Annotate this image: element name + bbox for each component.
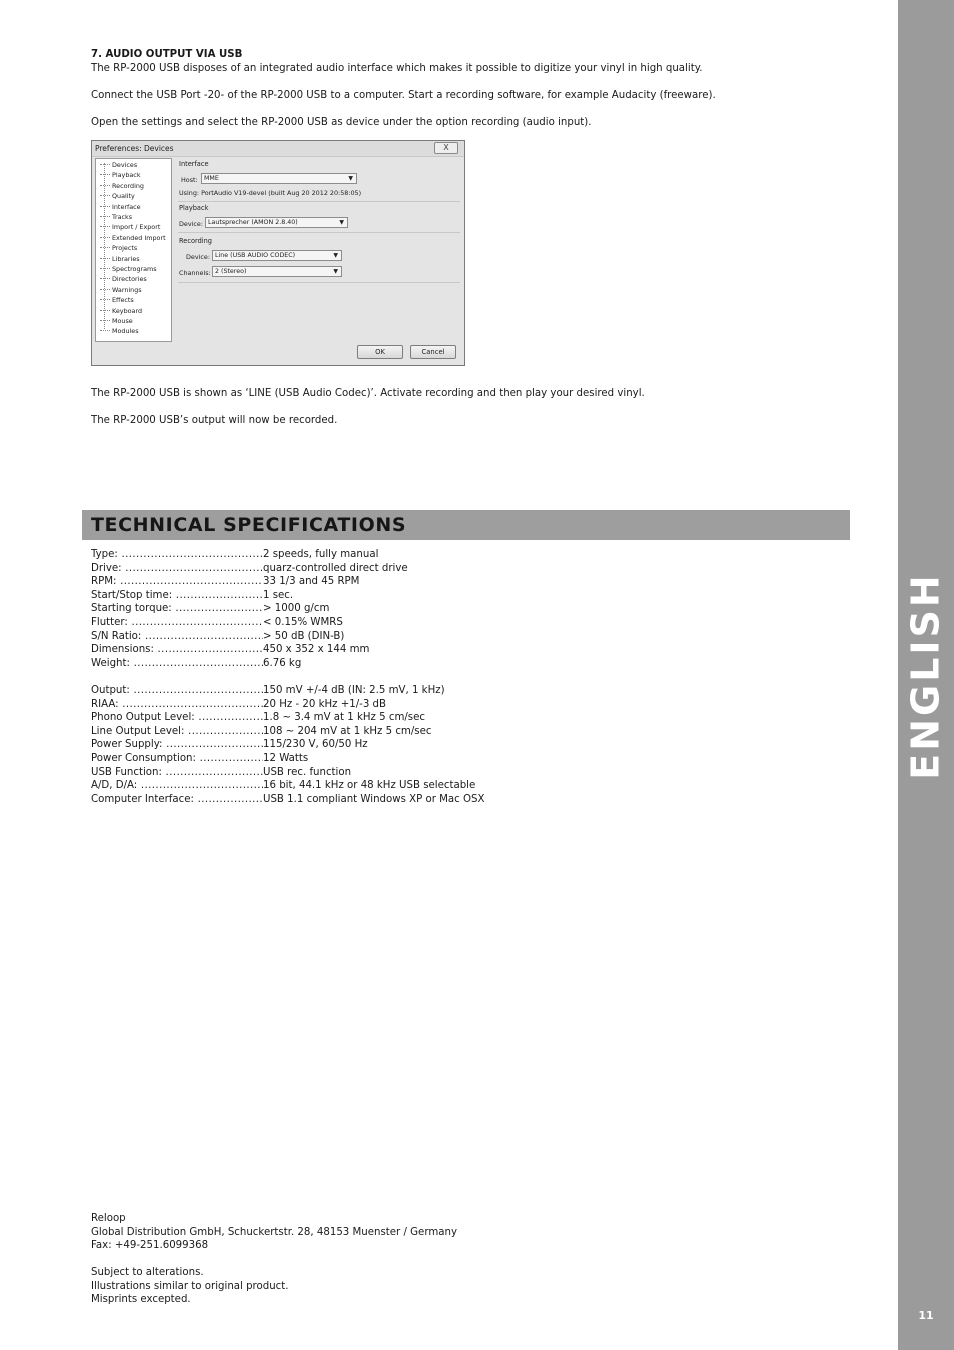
preferences-dialog-screenshot: [91, 140, 465, 366]
spec-row: Line Output Level: ..... 108 ~ 204 mV at 1 kHz 5 cm/sec: [91, 725, 484, 739]
recording-device-label: Device:: [186, 253, 211, 261]
tree-item-mouse[interactable]: Mouse: [100, 317, 133, 325]
divider: [178, 232, 460, 233]
spec-row: Power Consumption: ..... 12 Watts: [91, 752, 484, 766]
spec-title: TECHNICAL SPECIFICATIONS: [91, 514, 407, 536]
language-label: [898, 572, 954, 780]
tree-item-devices[interactable]: Devices: [100, 161, 137, 169]
playback-device-select[interactable]: Lautsprecher (AMON 2.8.40) ▼: [205, 217, 348, 228]
tree-item-tracks[interactable]: Tracks: [100, 213, 132, 221]
language-label-text: ENGLISH: [904, 572, 949, 780]
tree-item-interface[interactable]: Interface: [100, 203, 141, 211]
spec-gap: [91, 670, 484, 684]
dialog-title: Preferences: Devices: [95, 144, 174, 153]
tree-item-spectrograms[interactable]: Spectrograms: [100, 265, 157, 273]
spec-row: Phono Output Level: ..... 1.8 ~ 3.4 mV at 1 kHz 5 cm/sec: [91, 711, 484, 725]
spec-row: Type: ..... 2 speeds, fully manual: [91, 548, 484, 562]
spec-row: S/N Ratio: ..... > 50 dB (DIN-B): [91, 630, 484, 644]
footer-fax: Fax: +49-251.6099368: [91, 1240, 209, 1251]
spec-row: USB Function: ..... USB rec. function: [91, 766, 484, 780]
spec-row: Dimensions: ..... 450 x 352 x 144 mm: [91, 643, 484, 657]
chevron-down-icon: ▼: [333, 252, 338, 259]
spec-row: Start/Stop time: ..... 1 sec.: [91, 589, 484, 603]
page-number: 11: [918, 1309, 934, 1322]
footer-address: Global Distribution GmbH, Schuckertstr. 28, 48153 Muenster / Germany: [91, 1227, 457, 1238]
tree-item-modules[interactable]: Modules: [100, 327, 139, 335]
host-select[interactable]: MME ▼: [201, 173, 357, 184]
spec-header-band: [82, 510, 850, 540]
tree-item-directories[interactable]: Directories: [100, 275, 147, 283]
spec-row: Computer Interface: ..... USB 1.1 compliant Windows XP or Mac OSX: [91, 793, 484, 807]
footer-note-misprints: Misprints excepted.: [91, 1294, 191, 1305]
spec-row: Output: ..... 150 mV +/-4 dB (IN: 2.5 mV, 1 kHz): [91, 684, 484, 698]
channels-label: Channels:: [179, 269, 211, 277]
chevron-down-icon: ▼: [333, 268, 338, 275]
dialog-titlebar: [92, 141, 464, 157]
close-icon[interactable]: X: [434, 142, 458, 154]
spec-list: [91, 548, 484, 806]
footer-note-alterations: Subject to alterations.: [91, 1267, 204, 1278]
interface-group-label: Interface: [179, 160, 209, 168]
spec-row: Power Supply: ..... 115/230 V, 60/50 Hz: [91, 738, 484, 752]
host-label: Host:: [181, 176, 198, 184]
footer-note-illustrations: Illustrations similar to original product.: [91, 1281, 289, 1292]
divider: [178, 201, 460, 202]
connect-paragraph: Connect the USB Port -20- of the RP-2000 USB to a computer. Start a recording software, for example Audacity (freeware).: [91, 90, 716, 101]
tree-item-warnings[interactable]: Warnings: [100, 286, 142, 294]
section-heading: 7. AUDIO OUTPUT VIA USB: [91, 49, 243, 60]
spec-row: Drive: ..... quarz-controlled direct drive: [91, 562, 484, 576]
shown-as-paragraph: The RP-2000 USB is shown as ‘LINE (USB Audio Codec)’. Activate recording and then play your desired vinyl.: [91, 388, 645, 399]
channels-select[interactable]: 2 (Stereo) ▼: [212, 266, 342, 277]
spec-row: Flutter: ..... < 0.15% WMRS: [91, 616, 484, 630]
ok-button[interactable]: OK: [357, 345, 403, 359]
chevron-down-icon: ▼: [339, 219, 344, 226]
using-text: Using: PortAudio V19-devel (built Aug 20 2012 20:58:05): [179, 189, 362, 197]
recording-group-label: Recording: [179, 237, 212, 245]
tree-item-projects[interactable]: Projects: [100, 244, 137, 252]
spec-row: RIAA: ..... 20 Hz - 20 kHz +1/-3 dB: [91, 698, 484, 712]
tree-item-recording[interactable]: Recording: [100, 182, 144, 190]
tree-item-libraries[interactable]: Libraries: [100, 255, 140, 263]
preferences-tree: [95, 158, 172, 342]
footer-company: Reloop: [91, 1213, 126, 1224]
tree-item-playback[interactable]: Playback: [100, 171, 141, 179]
spec-row: A/D, D/A: ..... 16 bit, 44.1 kHz or 48 kHz USB selectable: [91, 779, 484, 793]
spec-row: Weight: ..... 6.76 kg: [91, 657, 484, 671]
recording-device-select[interactable]: Line (USB AUDIO CODEC) ▼: [212, 250, 342, 261]
playback-device-label: Device:: [179, 220, 204, 228]
spec-row: Starting torque: ..... > 1000 g/cm: [91, 602, 484, 616]
spec-row: RPM: ..... 33 1/3 and 45 RPM: [91, 575, 484, 589]
tree-item-keyboard[interactable]: Keyboard: [100, 307, 142, 315]
tree-item-quality[interactable]: Quality: [100, 192, 135, 200]
intro-paragraph: The RP-2000 USB disposes of an integrated audio interface which makes it possible to digitize your vinyl in high quality.: [91, 63, 703, 74]
tree-item-import-export[interactable]: Import / Export: [100, 223, 160, 231]
tree-item-extended-import[interactable]: Extended Import: [100, 234, 166, 242]
playback-group-label: Playback: [179, 204, 209, 212]
settings-paragraph: Open the settings and select the RP-2000 USB as device under the option recording (audio input).: [91, 117, 592, 128]
tree-item-effects[interactable]: Effects: [100, 296, 134, 304]
cancel-button[interactable]: Cancel: [410, 345, 456, 359]
recorded-paragraph: The RP-2000 USB’s output will now be recorded.: [91, 415, 338, 426]
chevron-down-icon: ▼: [348, 175, 353, 182]
divider: [178, 282, 460, 283]
